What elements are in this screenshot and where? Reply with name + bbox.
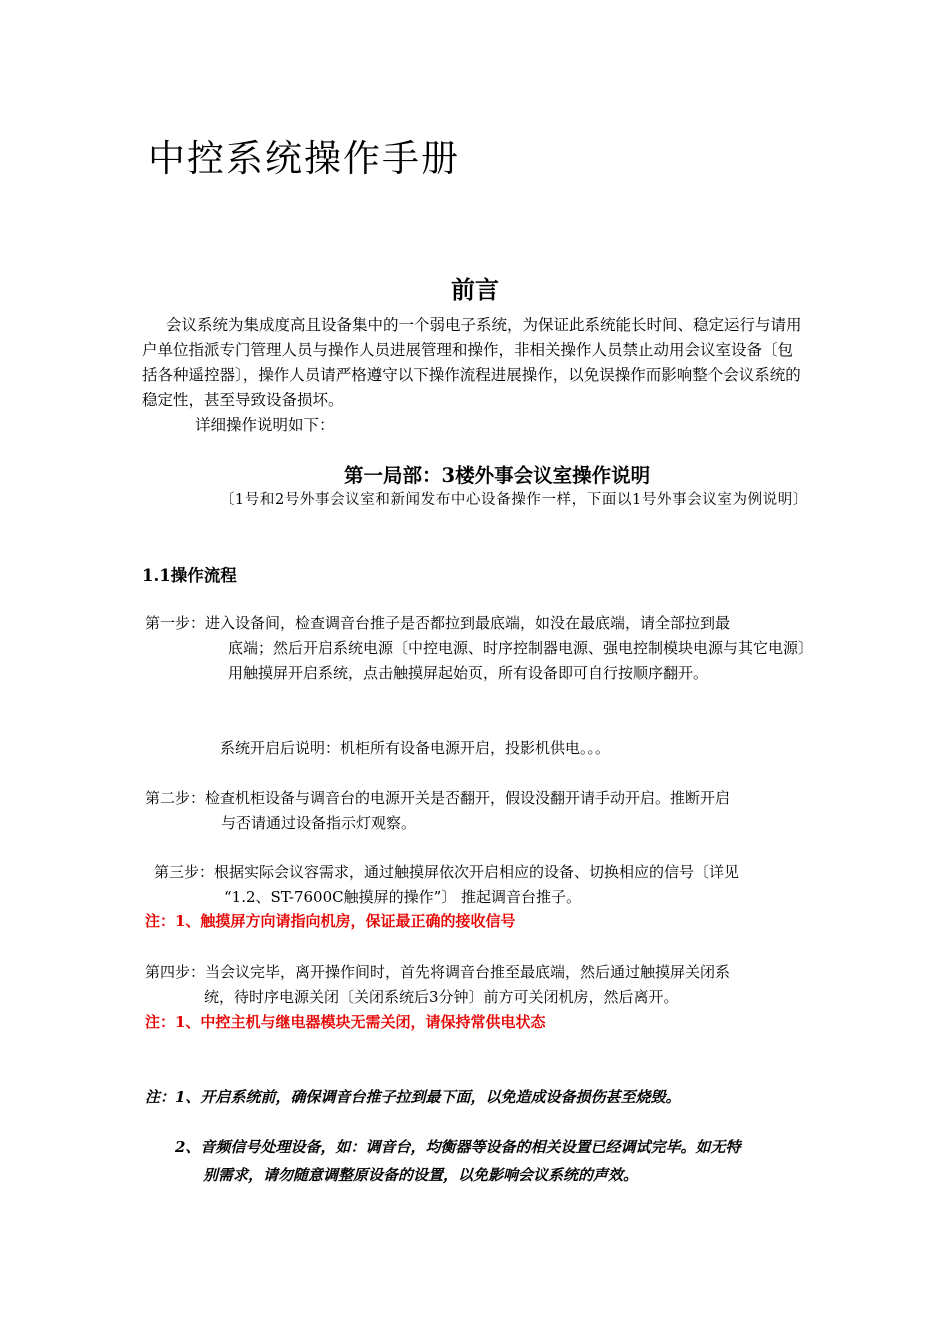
- step-2-continuation: 与否请通过设备指示灯观察。: [221, 814, 417, 832]
- step-2-label: 第二步：: [145, 789, 206, 807]
- step-4: [145, 960, 815, 1010]
- step-4-continuation: 统，待时序电源关闭〔关闭系统后3分钟〕前方可关闭机房，然后离开。: [204, 988, 679, 1006]
- step-1-label: 第一步：: [145, 614, 206, 632]
- step-2: [145, 786, 815, 836]
- part1-note: 〔1号和2号外事会议室和新闻发布中心设备操作一样，下面以1号外事会议室为例说明〕: [219, 492, 808, 508]
- step-2-first-line: 检查机柜设备与调音台的电源开关是否翻开，假设没翻开请手动开启。推断开启: [205, 789, 731, 807]
- final-note-1: 注：1、开启系统前，确保调音台推子拉到最下面，以免造成设备损伤甚至烧毁。: [145, 1088, 681, 1106]
- document-title: 中控系统操作手册: [148, 137, 460, 180]
- final-note-2-first-line: 2、音频信号处理设备，如：调音台，均衡器等设备的相关设置已经调试完毕。如无特: [175, 1138, 741, 1156]
- part1-heading: 第一局部：3楼外事会议室操作说明: [344, 464, 651, 487]
- step-3-continuation: “1.2、ST-7600C触摸屏的操作”〕 推起调音台推子。: [224, 888, 582, 906]
- step-4-label: 第四步：: [145, 963, 206, 981]
- step-3-first-line: 根据实际会议容需求，通过触摸屏依次开启相应的设备、切换相应的信号〔详见: [214, 863, 740, 881]
- step-1-note: 系统开启后说明：机柜所有设备电源开启，投影机供电。。。: [220, 739, 611, 757]
- warning-note-power: 注：1、中控主机与继电器模块无需关闭，请保持常供电状态: [145, 1013, 546, 1031]
- step-3-label: 第三步：: [154, 863, 215, 881]
- step-1-first-line: 进入设备间，检查调音台推子是否都拉到最底端，如没在最底端，请全部拉到最: [205, 614, 731, 632]
- step-4-first-line: 当会议完毕，离开操作间时，首先将调音台推至最底端，然后通过触摸屏关闭系: [205, 963, 731, 981]
- preface-heading: 前言: [451, 275, 499, 304]
- final-note-2-continuation: 别需求，请勿随意调整原设备的设置，以免影响会议系统的声效。: [203, 1166, 639, 1184]
- step-1-continuation: 底端；然后开启系统电源〔中控电源、时序控制器电源、强电控制模块电源与其它电源〕用触摸屏开启系统，点击触摸屏起始页，所有设备即可自行按顺序翻开。: [228, 639, 814, 682]
- warning-note-touchscreen: 注：1、触摸屏方向请指向机房，保证最正确的接收信号: [145, 912, 516, 930]
- section-1-1-heading: 1.1操作流程: [142, 566, 237, 585]
- final-note-2: [175, 1133, 815, 1189]
- preface-intro-paragraph: 会议系统为集成度高且设备集中的一个弱电子系统，为保证此系统能长时间、稳定运行与请用户单位指派专门管理人员与操作人员进展管理和操作，非相关操作人员禁止动用会议室设备〔包括各种遥控器〕，操作人员请严格遵守以下操作流程进展操作，以免误操作而影响整个会议系统的稳定性，甚至导致设备损坏。: [142, 316, 802, 409]
- step-3: [154, 860, 814, 910]
- step-1: [145, 611, 815, 686]
- detail-lead-text: 详细操作说明如下：: [195, 416, 335, 434]
